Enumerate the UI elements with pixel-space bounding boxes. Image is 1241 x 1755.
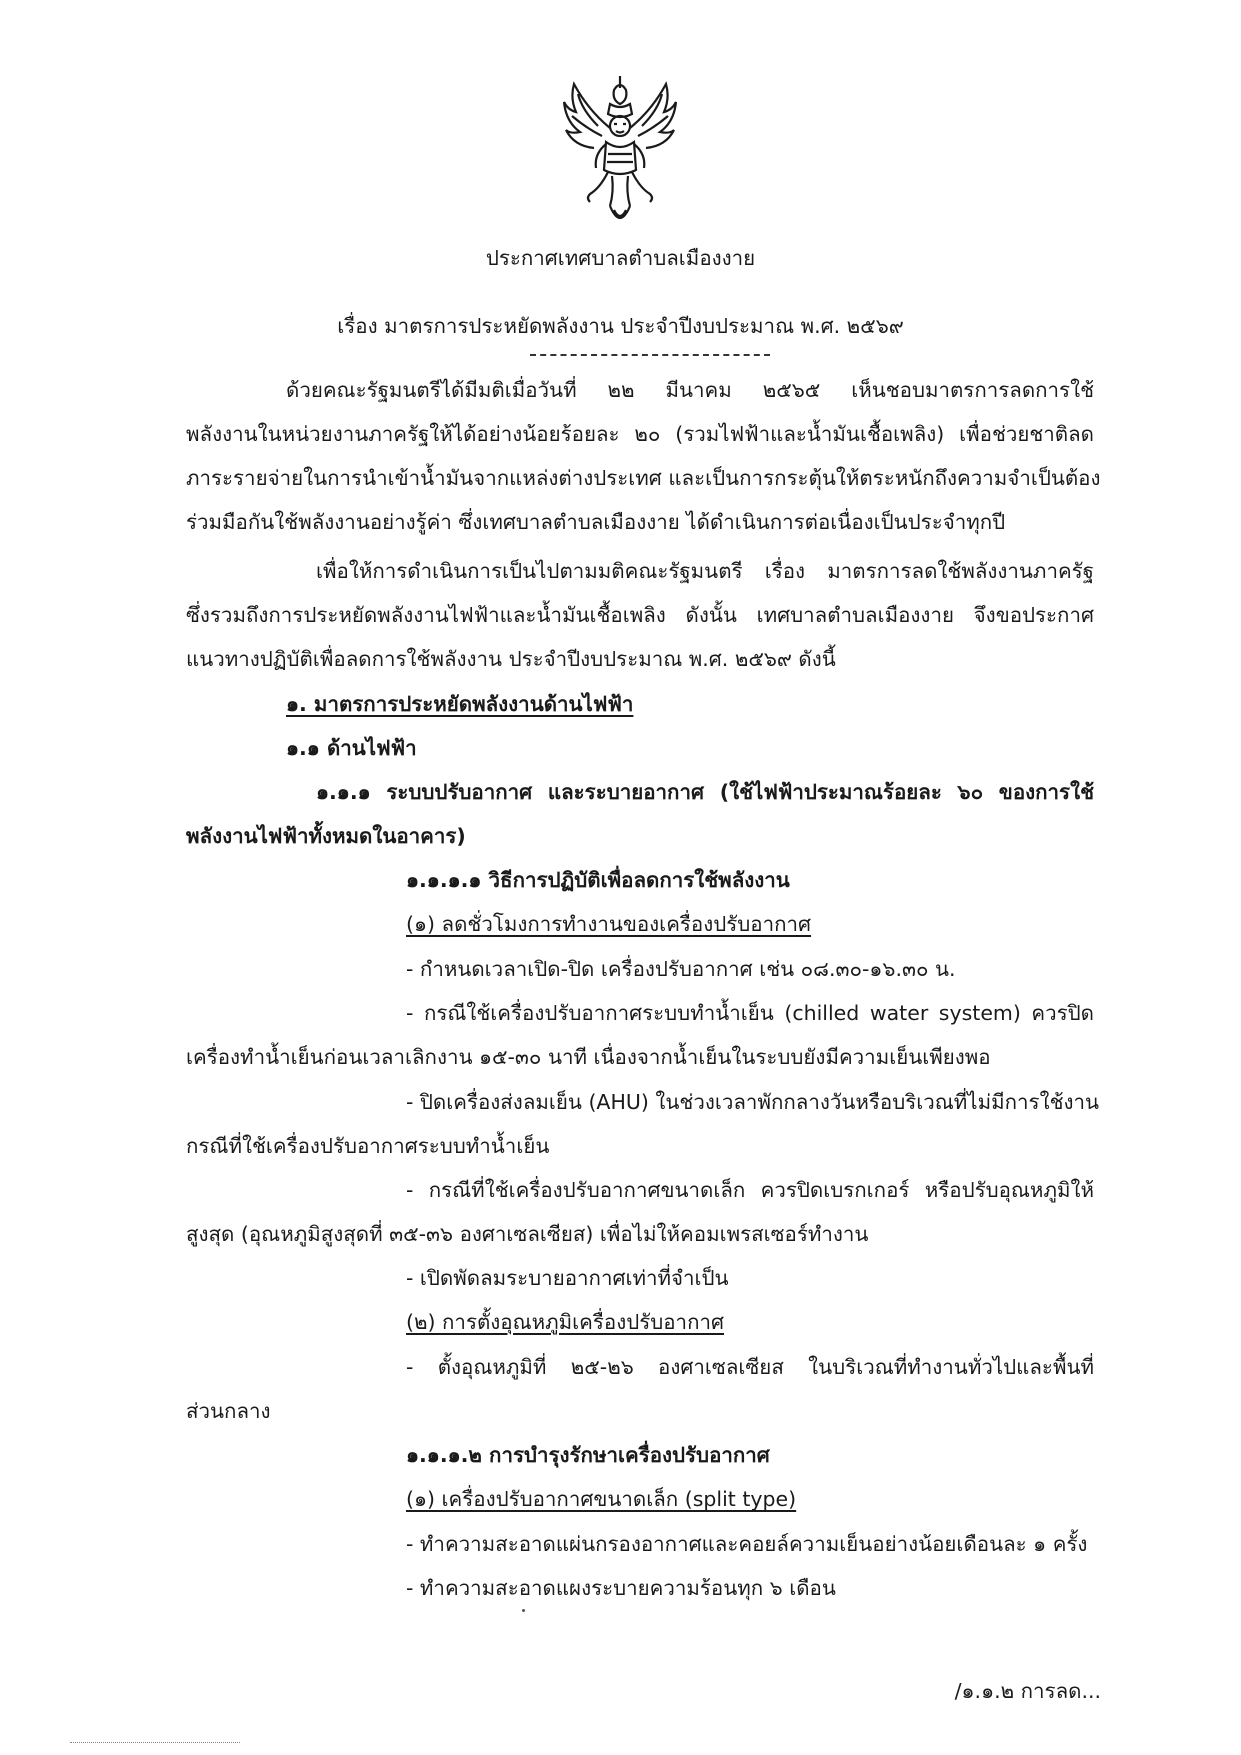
scan-speck: [522, 1609, 525, 1612]
section1-sub111-line1: ๑.๑.๑ ระบบปรับอากาศ และระบายอากาศ (ใช้ไฟฟ้าประมาณร้อยละ ๖๐ ของการใช้: [316, 780, 1094, 804]
item1-bullet2-line1: - กรณีใช้เครื่องปรับอากาศระบบทำน้ำเย็น (chilled water system) ควรปิด: [406, 1001, 1094, 1025]
page-continuation: /๑.๑.๒ การลด...: [954, 1679, 1101, 1703]
item2-bullet1-line2: ส่วนกลาง: [186, 1399, 271, 1423]
paragraph2-line1: เพื่อให้การดำเนินการเป็นไปตามมติคณะรัฐมนตรี เรื่อง มาตรการลดใช้พลังงานภาครัฐ: [316, 559, 1094, 583]
item1-bullet1: - กำหนดเวลาเปิด-ปิด เครื่องปรับอากาศ เช่น ๐๘.๓๐-๑๖.๓๐ น.: [406, 957, 956, 981]
document-subject: เรื่อง มาตรการประหยัดพลังงาน ประจำปีงบประมาณ พ.ศ. ๒๕๖๙: [337, 314, 904, 338]
paragraph2-line2: ซึ่งรวมถึงการประหยัดพลังงานไฟฟ้าและน้ำมันเชื้อเพลิง ดังนั้น เทศบาลตำบลเมืองงาย จึงขอประกาศ: [186, 603, 1094, 627]
paragraph1-line2: พลังงานในหน่วยงานภาครัฐให้ได้อย่างน้อยร้อยละ ๒๐ (รวมไฟฟ้าและน้ำมันเชื้อเพลิง) เพื่อช่วยชาติลด: [186, 422, 1094, 446]
item1-title: (๑) ลดชั่วโมงการทำงานของเครื่องปรับอากาศ: [406, 912, 812, 936]
item1-bullet3-line1: - ปิดเครื่องส่งลมเย็น (AHU) ในช่วงเวลาพักกลางวันหรือบริเวณที่ไม่มีการใช้งาน: [406, 1090, 1100, 1114]
garuda-emblem-icon: [560, 70, 680, 235]
item1-bullet3-line2: กรณีที่ใช้เครื่องปรับอากาศระบบทำน้ำเย็น: [186, 1134, 550, 1158]
section1-sub111-line2: พลังงานไฟฟ้าทั้งหมดในอาคาร): [186, 824, 466, 848]
section1-sub1112: ๑.๑.๑.๒ การบำรุงรักษาเครื่องปรับอากาศ: [406, 1443, 770, 1467]
paragraph1-line3: ภาระรายจ่ายในการนำเข้าน้ำมันจากแหล่งต่างประเทศ และเป็นการกระตุ้นให้ตระหนักถึงความจำเป็นต้อง: [186, 466, 1101, 490]
item2-title: (๒) การตั้งอุณหภูมิเครื่องปรับอากาศ: [406, 1310, 725, 1334]
item1-bullet4-line2: สูงสุด (อุณหภูมิสูงสุดที่ ๓๕-๓๖ องศาเซลเซียส) เพื่อไม่ให้คอมเพรสเซอร์ทำงาน: [186, 1222, 869, 1246]
section1-sub1111: ๑.๑.๑.๑ วิธีการปฏิบัติเพื่อลดการใช้พลังงาน: [406, 868, 790, 892]
item3-bullet2: - ทำความสะอาดแผงระบายความร้อนทุก ๖ เดือน: [406, 1576, 836, 1600]
item3-bullet1: - ทำความสะอาดแผ่นกรองอากาศและคอยล์ความเย็นอย่างน้อยเดือนละ ๑ ครั้ง: [406, 1532, 1088, 1556]
paragraph1-line4: ร่วมมือกันใช้พลังงานอย่างรู้ค่า ซึ่งเทศบาลตำบลเมืองงาย ได้ดำเนินการต่อเนื่องเป็นประจำทุกปี: [186, 510, 1006, 534]
paragraph1-line1: ด้วยคณะรัฐมนตรีได้มีมติเมื่อวันที่ ๒๒ มีนาคม ๒๕๖๕ เห็นชอบมาตรการลดการใช้: [286, 378, 1094, 402]
section1-sub1: ๑.๑ ด้านไฟฟ้า: [286, 736, 417, 760]
item1-bullet4-line1: - กรณีที่ใช้เครื่องปรับอากาศขนาดเล็ก ควรปิดเบรกเกอร์ หรือปรับอุณหภูมิให้: [406, 1178, 1094, 1202]
item1-bullet2-line2: เครื่องทำน้ำเย็นก่อนเวลาเลิกงาน ๑๕-๓๐ นาที เนื่องจากน้ำเย็นในระบบยังมีความเย็นเพียงพอ: [186, 1045, 991, 1069]
item3-title: (๑) เครื่องปรับอากาศขนาดเล็ก (split type): [406, 1487, 797, 1511]
item1-bullet5: - เปิดพัดลมระบายอากาศเท่าที่จำเป็น: [406, 1266, 729, 1290]
section1-heading: ๑. มาตรการประหยัดพลังงานด้านไฟฟ้า: [286, 692, 634, 716]
document-title: ประกาศเทศบาลตำบลเมืองงาย: [485, 246, 756, 270]
paragraph2-line3: แนวทางปฏิบัติเพื่อลดการใช้พลังงาน ประจำปีงบประมาณ พ.ศ. ๒๕๖๙ ดังนี้: [186, 647, 836, 671]
title-divider: [530, 354, 770, 356]
item2-bullet1-line1: - ตั้งอุณหภูมิที่ ๒๕-๒๖ องศาเซลเซียส ในบริเวณที่ทำงานทั่วไปและพื้นที่: [406, 1355, 1094, 1379]
scan-artifact: [70, 1742, 240, 1743]
